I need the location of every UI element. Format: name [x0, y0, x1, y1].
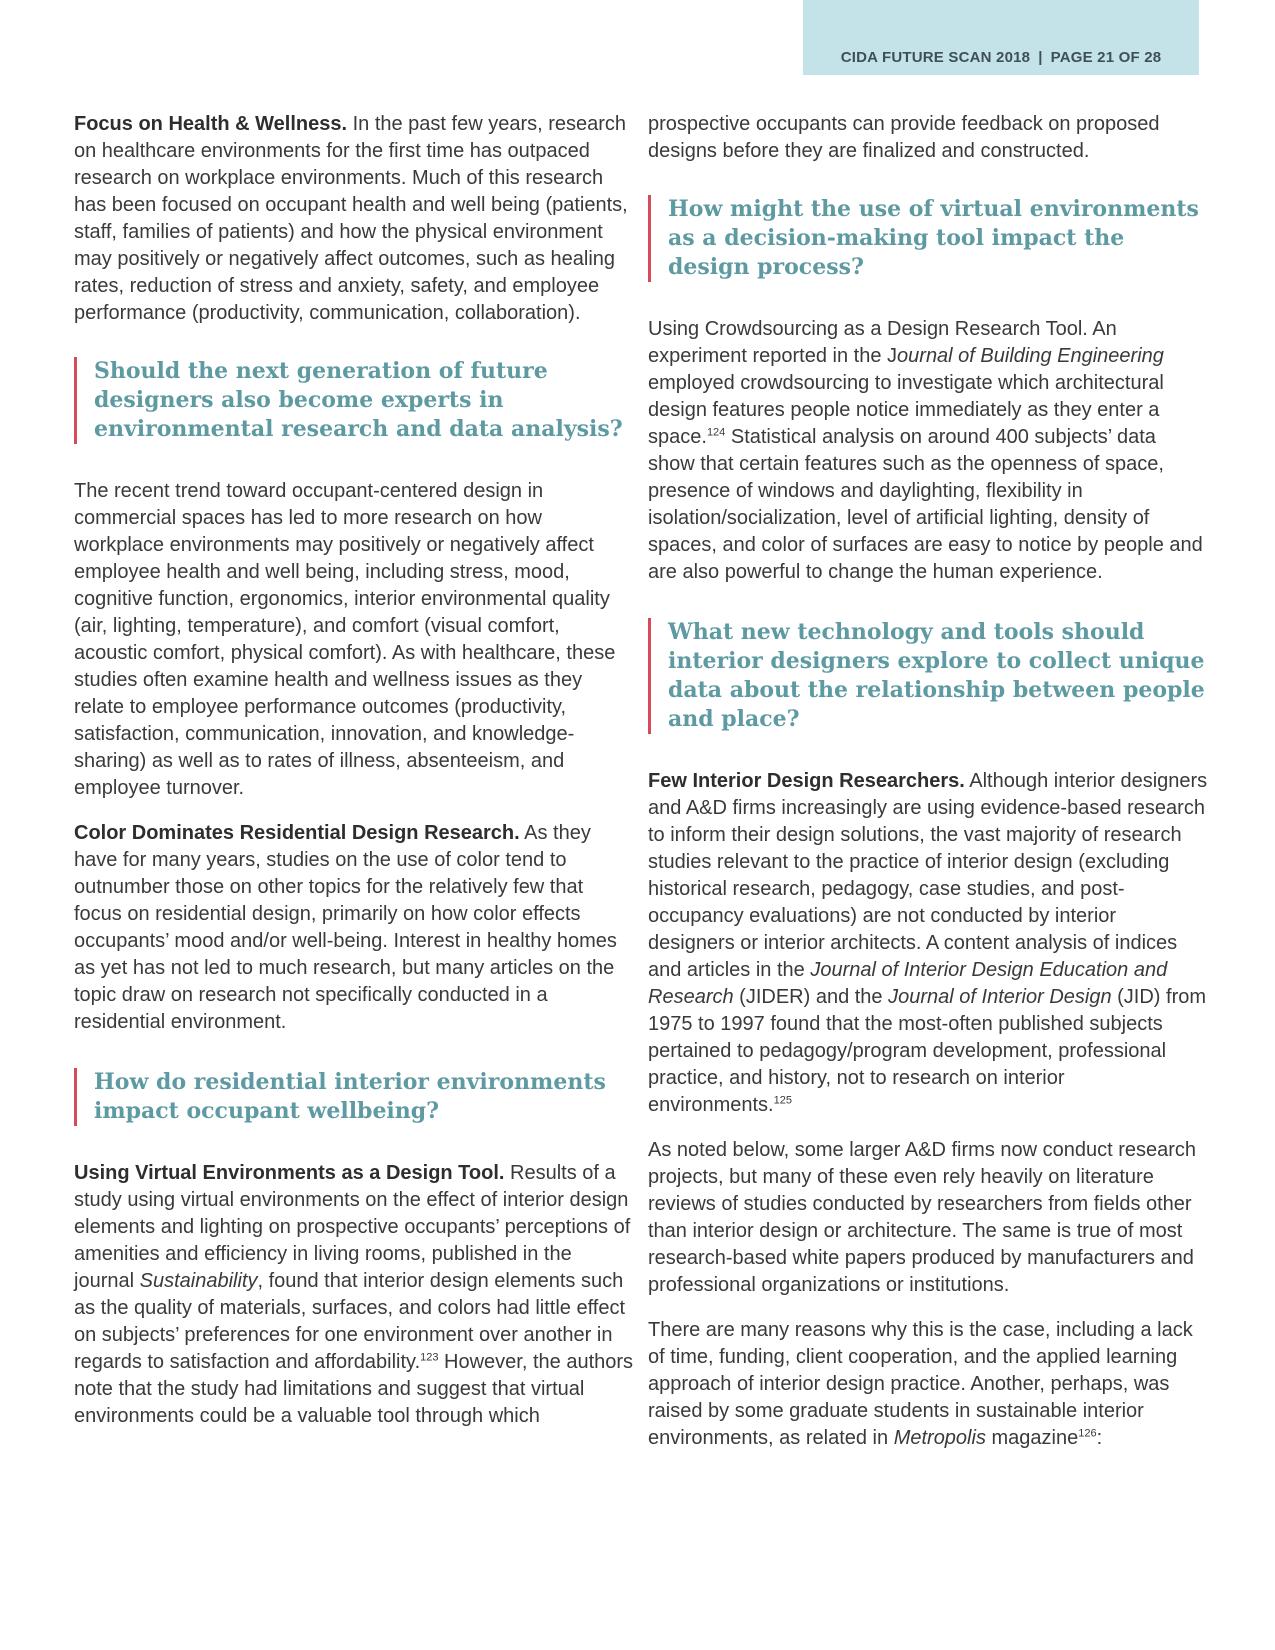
few-researchers-paragraph [648, 768, 1208, 1119]
continuation-paragraph: prospective occupants can provide feedback on proposed designs before they are finalized and constructed. [648, 113, 1160, 162]
pull-question-3: How might the use of virtual environments as a decision-making tool impact the design process? [648, 195, 1208, 282]
left-column [74, 111, 634, 1430]
crowdsourcing-paragraph [648, 316, 1208, 586]
virtual-text-b: , found that interior design elements such as the quality of materials, surfaces, and colors had little effect on subjects’ preferences for one environment over another in regards to satisfaction and affordability. [74, 1270, 626, 1373]
pull-question-4: What new technology and tools should interior designers explore to collect unique data about the relationship between people and place? [648, 618, 1208, 734]
color-research-heading: Color Dominates Residential Design Research. [74, 822, 520, 844]
health-wellness-heading: Focus on Health & Wellness. [74, 113, 348, 135]
journal-building-engineering: ournal of Building Engineering [897, 345, 1164, 367]
page-header [803, 0, 1199, 75]
few-researchers-text-b: (JIDER) and the [733, 986, 889, 1008]
virtual-environments-heading: Using Virtual Environments as a Design Tool. [74, 1162, 505, 1184]
footnote-123: 123 [420, 1351, 439, 1364]
few-researchers-text-c: (JID) from 1975 to 1997 found that the most-often published subjects pertained to pedagogy/program development, professional practice, and history, not to research on interior environments. [648, 986, 1207, 1116]
crowdsourcing-text-a: Using Crowdsourcing as a Design Research Tool. An experiment reported in the J [648, 318, 1117, 367]
publication-title: CIDA FUTURE SCAN 2018 [840, 49, 1031, 66]
color-research-paragraph [74, 820, 634, 1036]
reasons-text-c: : [1096, 1427, 1103, 1449]
pull-question-1: Should the next generation of future designers also become experts in environmental research and data analysis? [74, 357, 634, 444]
crowdsourcing-text-b: employed crowdsourcing to investigate which architectural design features people notice immediately as they enter a space. [648, 372, 1164, 448]
reasons-text-b: magazine [985, 1427, 1079, 1449]
few-researchers-text-a: Although interior designers and A&D firms increasingly are using evidence-based research to inform their design solutions, the vast majority of research studies relevant to the practice of interior design (excluding historical research, pedagogy, case studies, and post-occupancy evaluations) are not conducted by interior designers or interior architects. A content analysis of indices and articles in the [648, 770, 1208, 981]
journal-jider: Journal of Interior Design Education and Research [648, 959, 1168, 1008]
pull-question-2: How do residential interior environments impact occupant wellbeing? [74, 1068, 634, 1126]
virtual-text-a: Results of a study using virtual environments on the effect of interior design elements and lighting on prospective occupants’ perceptions of amenities and efficiency in living rooms, published in the journal [74, 1162, 631, 1292]
journal-sustainability: Sustainability [139, 1270, 258, 1292]
footnote-125: 125 [773, 1094, 792, 1107]
reasons-paragraph [648, 1317, 1208, 1452]
virtual-text-c: However, the authors note that the study had limitations and suggest that virtual environments could be a valuable tool through which [74, 1351, 634, 1427]
virtual-environments-paragraph [74, 1160, 634, 1430]
right-column [648, 111, 1208, 1452]
ad-firms-paragraph: As noted below, some larger A&D firms now conduct research projects, but many of these even rely heavily on literature reviews of studies conducted by researchers from fields other than interior design or architecture. The same is true of most research-based white papers produced by manufacturers and professional organizations or institutions. [648, 1139, 1197, 1296]
color-research-text: As they have for many years, studies on the use of color tend to outnumber those on other topics for the relatively few that focus on residential design, primarily on how color effects occupants’ mood and/or well-being. Interest in healthy homes as yet has not led to much research, but many articles on the topic draw on research not specifically conducted in a residential environment. [74, 822, 617, 1033]
header-separator: | [1038, 49, 1043, 66]
footnote-124: 124 [706, 426, 726, 439]
health-wellness-paragraph [74, 111, 634, 327]
page-number: PAGE 21 OF 28 [1050, 49, 1162, 66]
metropolis-magazine: Metropolis [893, 1427, 986, 1449]
few-researchers-heading: Few Interior Design Researchers. [648, 770, 965, 792]
occupant-centered-paragraph: The recent trend toward occupant-centered design in commercial spaces has led to more research on how workplace environments may positively or negatively affect employee health and well being, including stress, mood, cognitive function, ergonomics, interior environmental quality (air, lighting, temperature), and comfort (visual comfort, acoustic comfort, physical comfort). As with healthcare, these studies often examine health and wellness issues as they relate to employee performance outcomes (productivity, satisfaction, communication, innovation, and knowledge-sharing) as well as to rates of illness, absenteeism, and employee turnover. [74, 480, 616, 799]
reasons-text-a: There are many reasons why this is the case, including a lack of time, funding, client cooperation, and the applied learning approach of interior design practice. Another, perhaps, was raised by some graduate students in sustainable interior environments, as related in [648, 1319, 1193, 1449]
footnote-126: 126 [1078, 1427, 1097, 1440]
crowdsourcing-text-c: Statistical analysis on around 400 subjects’ data show that certain features such as the openness of space, presence of windows and daylighting, flexibility in isolation/socialization, level of artificial lighting, density of spaces, and color of surfaces are easy to notice by people and are also powerful to change the human experience. [648, 426, 1203, 583]
health-wellness-text: In the past few years, research on healthcare environments for the first time has outpaced research on workplace environments. Much of this research has been focused on occupant health and well being (patients, staff, families of patients) and how the physical environment may positively or negatively affect outcomes, such as healing rates, reduction of stress and anxiety, safety, and employee performance (productivity, communication, collaboration). [74, 113, 628, 324]
journal-jid: Journal of Interior Design [888, 986, 1112, 1008]
